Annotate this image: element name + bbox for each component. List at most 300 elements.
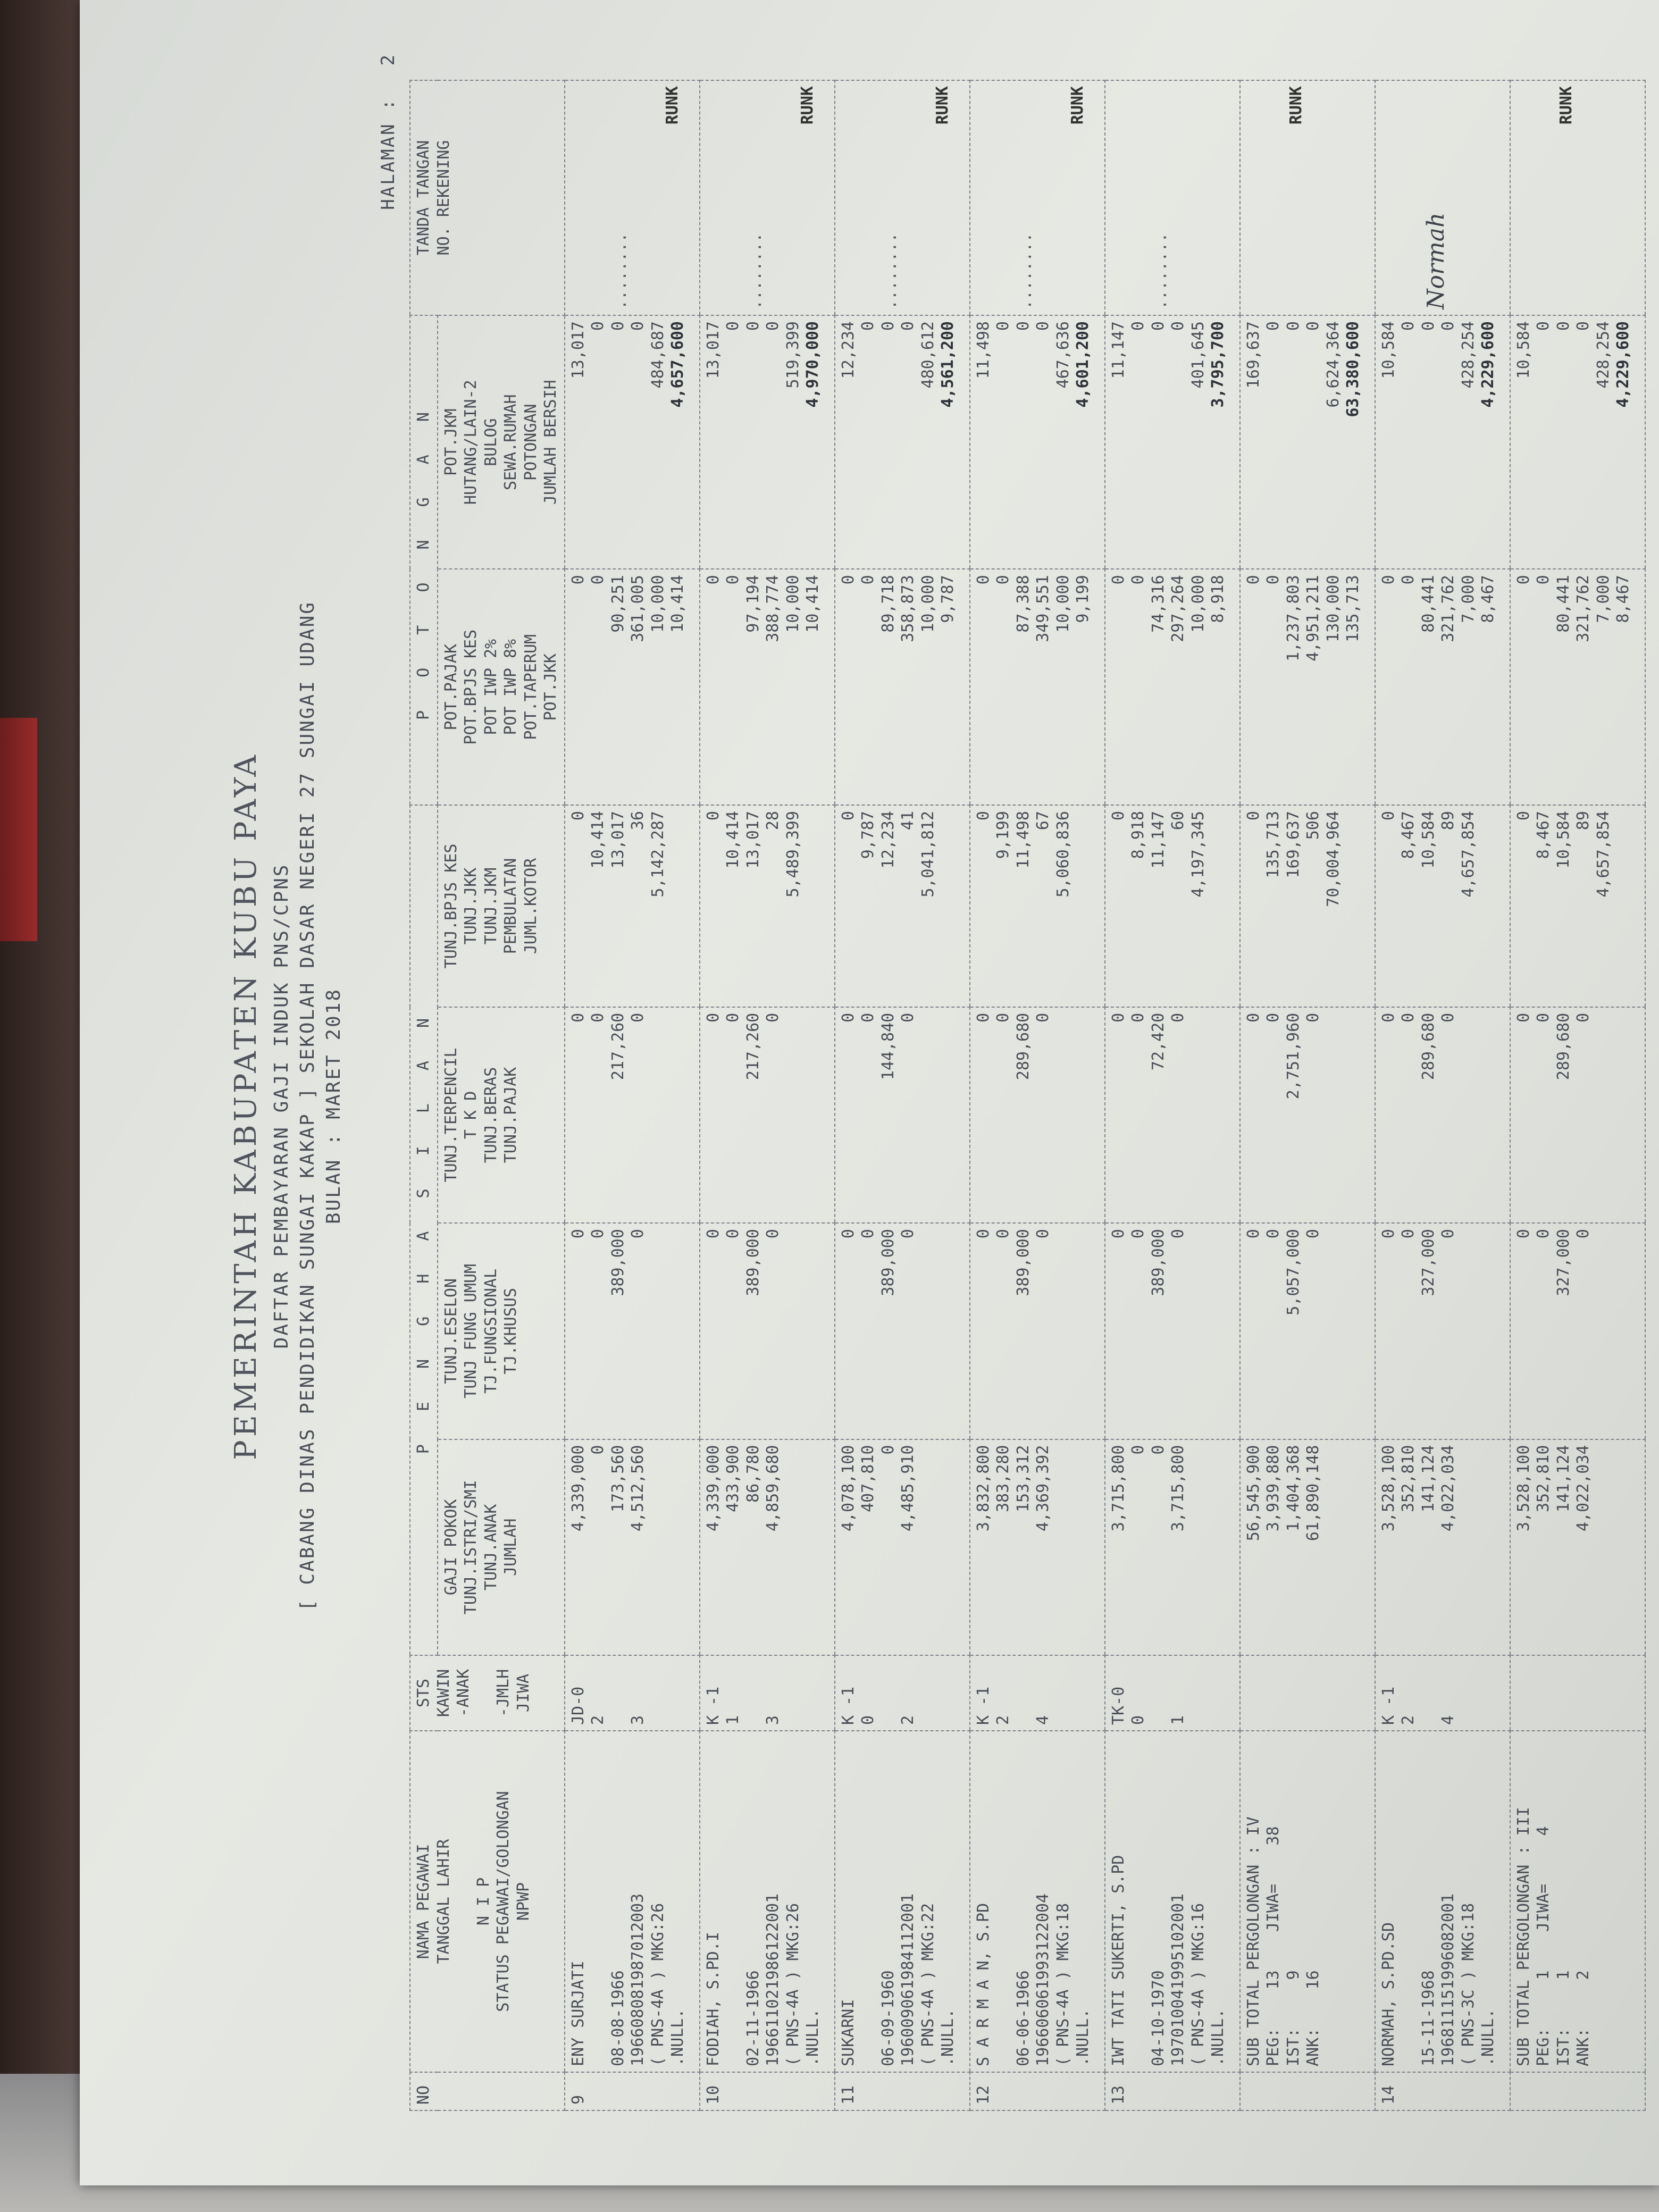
row-number: 12 (970, 2072, 1105, 2110)
col-gaji-line: JUMLAH (501, 1518, 520, 1576)
employee-info (1510, 1731, 1645, 2072)
col-ttd-line: TANDA TANGAN (414, 140, 433, 256)
signature-cell (1240, 80, 1375, 315)
employee-info (565, 1731, 700, 2072)
net-pay-values-line: 0 (1264, 321, 1283, 331)
col-pajak-line: POT IWP 8% (501, 639, 520, 735)
family-status-line: K -1 (974, 1686, 993, 1725)
salary-values-line: 86,780 (743, 1445, 763, 1503)
signature-line: ........ (1151, 232, 1170, 309)
net-pay-values-line: 3,795,700 (1209, 321, 1227, 408)
allowance-values-line: 389,000 (1013, 1229, 1033, 1296)
allowance-values-line: 0 (859, 1229, 877, 1239)
employee-info-line (1128, 1737, 1149, 2066)
employee-info-line: 196606061993122004 (1034, 1893, 1052, 2066)
tax-deduction-values-line: 8,467 (1614, 575, 1632, 623)
family-status (1240, 1655, 1375, 1731)
stamp-mark: RUNK (798, 86, 817, 125)
salary-values-line: 56,545,900 (1244, 1445, 1263, 1541)
bpjs-values-line: 0 (568, 811, 588, 821)
col-sts-line (474, 1661, 494, 1725)
signature-line: Normah (1422, 212, 1449, 309)
desk-background (0, 0, 80, 2212)
tax-deduction-values-line: 90,251 (608, 575, 627, 633)
tax-deduction-values-line: 10,000 (783, 575, 802, 633)
allowance-values-line: 0 (1169, 1229, 1187, 1239)
salary-values-line: 4,485,910 (899, 1445, 917, 1532)
col-bpjs-line: PEMBULATAN (501, 858, 520, 954)
net-pay-values-line: 0 (1304, 321, 1322, 331)
signature-cell (1375, 80, 1510, 315)
tax-deduction-values-line: 0 (1534, 575, 1553, 585)
employee-info-line (723, 1737, 743, 2066)
allowance-values-line: 0 (974, 1229, 993, 1239)
allowance-values (1510, 1223, 1645, 1439)
salary-values-line: 141,124 (1419, 1445, 1438, 1513)
col-bpjs-line: TUNJ.JKK (462, 867, 480, 945)
bpjs-values-line: 89 (1574, 811, 1593, 831)
family-status-line: 2 (994, 1715, 1012, 1725)
salary-values-line: 0 (1149, 1445, 1168, 1455)
salary-values-line: 4,022,034 (1574, 1445, 1593, 1532)
tax-deduction-values-line: 10,000 (648, 575, 667, 633)
remote-allowance-values-line: 0 (1574, 1012, 1593, 1023)
tax-deduction-values (970, 569, 1105, 805)
net-pay-values (1510, 315, 1645, 569)
net-pay-values (565, 315, 700, 569)
net-pay-values-line: 0 (1129, 321, 1147, 331)
salary-values (700, 1439, 835, 1655)
group-potongan: P O T O N G A N (410, 315, 438, 805)
bpjs-values-line: 0 (1379, 811, 1398, 821)
remote-allowance-values-line: 72,420 (1149, 1012, 1168, 1071)
col-no: NO (410, 2072, 565, 2110)
allowance-values-line: 389,000 (743, 1229, 763, 1296)
col-jkm-line: JUMLAH BERSIH (541, 380, 560, 505)
net-pay-values-line: 13,017 (568, 321, 588, 379)
col-eselon-line: TUNJ FUNG UMUM (462, 1263, 480, 1398)
allowance-values-line: 389,000 (608, 1229, 627, 1296)
tax-deduction-values-line: 135,713 (1344, 575, 1362, 642)
tax-deduction-values-line: 4,951,211 (1304, 575, 1322, 661)
family-status-line: 1 (724, 1715, 742, 1725)
employee-info-line: 196608081987012003 (629, 1893, 647, 2066)
allowance-values-line: 389,000 (1149, 1229, 1168, 1296)
employee-info-line: 02-11-1966 (743, 1970, 763, 2066)
signature-line: ........ (746, 232, 765, 309)
family-status-line: 3 (629, 1715, 647, 1725)
tax-deduction-values-line: 8,467 (1479, 575, 1497, 623)
remote-allowance-values-line: 0 (859, 1012, 877, 1023)
bpjs-values-line: 0 (1109, 811, 1128, 821)
net-pay-values-line: 11,147 (1109, 321, 1128, 379)
family-status-line: K -1 (839, 1686, 858, 1725)
col-gaji-line: TUNJ.ANAK (481, 1504, 500, 1591)
allowance-values-line: 0 (1534, 1229, 1553, 1239)
employee-info-line: ( PNS-3C ) MKG:18 (1459, 1903, 1478, 2066)
bpjs-values-line: 5,041,812 (918, 811, 937, 898)
col-terpencil-line: T K D (462, 1091, 480, 1139)
col-sts (410, 1655, 565, 1731)
stamp-mark: RUNK (1068, 86, 1087, 125)
salary-values-line: 1,404,368 (1284, 1445, 1303, 1532)
remote-allowance-values-line: 0 (568, 1012, 588, 1023)
net-pay-values-line: 4,229,600 (1479, 321, 1497, 408)
employee-info-line: ( PNS-4A ) MKG:26 (783, 1903, 802, 2066)
allowance-values (1105, 1223, 1240, 1439)
col-sts-line: JIWA (514, 1673, 533, 1713)
tax-deduction-values-line: 297,264 (1169, 575, 1187, 642)
family-status-line (1573, 1661, 1594, 1725)
net-pay-values-line: 10,584 (1379, 321, 1398, 379)
allowance-values-line: 0 (1109, 1229, 1128, 1239)
tax-deduction-values-line: 0 (1514, 575, 1533, 585)
remote-allowance-values-line: 289,680 (1419, 1012, 1438, 1080)
net-pay-values-line: 467,636 (1053, 321, 1073, 389)
row-number (1240, 2072, 1375, 2110)
family-status-line (608, 1661, 629, 1725)
bpjs-values-line: 13,017 (608, 811, 627, 869)
family-status (565, 1655, 700, 1731)
family-status-line: TK-0 (1109, 1686, 1128, 1725)
col-sts-line: STS (414, 1678, 433, 1708)
net-pay-values-line: 0 (608, 321, 627, 331)
tax-deduction-values-line: 7,000 (1594, 575, 1613, 623)
salary-values-line: 3,715,800 (1109, 1445, 1128, 1532)
employee-info-line: SUB TOTAL PERGOLONGAN : IV (1244, 1816, 1263, 2066)
remote-allowance-values-line: 0 (1514, 1012, 1533, 1023)
family-status-line: 2 (1399, 1715, 1418, 1725)
row-number: 11 (835, 2072, 970, 2110)
salary-values-line: 3,528,100 (1379, 1445, 1398, 1532)
stamp-mark: RUNK (933, 86, 952, 125)
allowance-values-line: 0 (703, 1229, 723, 1239)
signature-line: ........ (1016, 232, 1035, 309)
tax-deduction-values-line: 321,762 (1574, 575, 1593, 642)
allowance-values-line: 0 (568, 1229, 588, 1239)
bpjs-values (835, 805, 970, 1007)
employee-info-line: FODIAH, S.PD.I (703, 1932, 723, 2066)
net-pay-values (1375, 315, 1510, 569)
allowance-values-line: 389,000 (878, 1229, 898, 1296)
remote-allowance-values-line: 2,751,960 (1284, 1012, 1303, 1100)
salary-values (565, 1439, 700, 1655)
salary-values-line: 4,339,000 (703, 1445, 723, 1532)
signature-cell (1510, 80, 1645, 315)
row-number: 14 (1375, 2072, 1510, 2110)
tax-deduction-values-line: 0 (724, 575, 742, 585)
net-pay-values-line: 0 (1034, 321, 1052, 331)
employee-info-line: ( PNS-4A ) MKG:16 (1188, 1903, 1208, 2066)
family-status-line: 3 (764, 1715, 782, 1725)
tax-deduction-values-line: 87,388 (1013, 575, 1033, 633)
table-row (970, 80, 1105, 2110)
bpjs-values-line: 70,004,964 (1323, 811, 1343, 907)
salary-values (970, 1439, 1105, 1655)
employee-info-line: ( PNS-4A ) MKG:26 (648, 1903, 667, 2066)
employee-info-line: .NULL. (1074, 2008, 1092, 2066)
tax-deduction-values-line: 0 (1399, 575, 1418, 585)
employee-info-line: ( PNS-4A ) MKG:18 (1053, 1903, 1073, 2066)
subtotal-row (1510, 80, 1645, 2110)
salary-values-line: 4,022,034 (1439, 1445, 1457, 1532)
salary-values-line: 153,312 (1013, 1445, 1033, 1513)
remote-allowance-values (700, 1007, 835, 1223)
allowance-values (565, 1223, 700, 1439)
group-penghasilan: P E N G H A S I L A N (410, 805, 438, 1655)
employee-info (1105, 1731, 1240, 2072)
bpjs-values-line: 5,489,399 (783, 811, 802, 898)
signature-cell (700, 80, 835, 315)
remote-allowance-values-line: 0 (839, 1012, 858, 1023)
bpjs-values (700, 805, 835, 1007)
employee-info-line (588, 1737, 608, 2066)
net-pay-values (835, 315, 970, 569)
net-pay-values-line: 0 (1574, 321, 1593, 331)
salary-values (1240, 1439, 1375, 1655)
employee-info-line: IWT TATI SUKERTI, S.PD (1109, 1855, 1128, 2066)
allowance-values-line: 0 (1379, 1229, 1398, 1239)
signature-cell (565, 80, 700, 315)
allowance-values-line: 0 (1439, 1229, 1457, 1239)
bpjs-values-line: 10,414 (724, 811, 742, 869)
allowance-values (835, 1223, 970, 1439)
bpjs-values (970, 805, 1105, 1007)
salary-values-line: 4,339,000 (568, 1445, 588, 1532)
allowance-values (1240, 1223, 1375, 1439)
row-number (1510, 2072, 1645, 2110)
employee-info (1240, 1731, 1375, 2072)
tax-deduction-values-line: 8,918 (1209, 575, 1227, 623)
salary-values-line: 4,369,392 (1034, 1445, 1052, 1532)
tax-deduction-values-line: 0 (1379, 575, 1398, 585)
employee-info (835, 1731, 970, 2072)
employee-info-line (858, 1737, 878, 2066)
family-status-line (1263, 1661, 1284, 1725)
net-pay-values-line: 0 (1419, 321, 1438, 331)
net-pay-values-line: 484,687 (648, 321, 667, 389)
bpjs-values-line: 4,657,854 (1459, 811, 1478, 898)
net-pay-values-line: 0 (1284, 321, 1303, 331)
payroll-table (409, 80, 1646, 2111)
row-number: 10 (700, 2072, 835, 2110)
col-bpjs-line: JUML.KOTOR (521, 858, 540, 954)
net-pay-values-line: 0 (1554, 321, 1573, 331)
bpjs-values-line: 28 (764, 811, 782, 831)
tax-deduction-values-line: 89,718 (878, 575, 898, 633)
stamp-mark: RUNK (663, 86, 682, 125)
employee-info-line: IST: 1 (1554, 1970, 1573, 2066)
net-pay-values-line: 0 (1013, 321, 1033, 331)
col-jkm-line: SEWA.RUMAH (501, 394, 520, 490)
employee-info-line: NORMAH, S.PD.SD (1379, 1922, 1398, 2066)
salary-values-line: 352,810 (1399, 1445, 1418, 1513)
bpjs-values-line: 0 (1514, 811, 1533, 821)
page-number: 2 (378, 53, 399, 66)
net-pay-values-line: 0 (859, 321, 877, 331)
allowance-values-line: 0 (839, 1229, 858, 1239)
net-pay-values-line: 0 (743, 321, 763, 331)
remote-allowance-values-line: 0 (1534, 1012, 1553, 1023)
school-unit: [ CABANG DINAS PENDIDIKAN SUNGAI KAKAP ] SEKOLAH DASAR NEGERI 27 SUNGAI UDANG (297, 601, 319, 1611)
tax-deduction-values-line: 0 (859, 575, 877, 585)
col-nama (410, 1731, 565, 2072)
bpjs-values-line: 36 (629, 811, 647, 831)
remote-allowance-values-line: 0 (994, 1012, 1012, 1023)
col-pajak-line: POT IWP 2% (481, 639, 500, 735)
col-pajak-line: POT.JKK (541, 653, 560, 721)
tax-deduction-values-line: 1,237,803 (1284, 575, 1303, 661)
col-bpjs (438, 805, 565, 1007)
allowance-values-line: 0 (1034, 1229, 1052, 1239)
bpjs-values-line: 11,147 (1149, 811, 1168, 869)
employee-info-line: IST: 9 (1284, 1970, 1303, 2066)
family-status-line: K -1 (1379, 1686, 1398, 1725)
row-number: 9 (565, 2072, 700, 2110)
salary-values-line: 4,078,100 (839, 1445, 858, 1532)
tax-deduction-values-line: 388,774 (764, 575, 782, 642)
bpjs-values-line: 10,414 (589, 811, 607, 869)
row-number: 13 (1105, 2072, 1240, 2110)
page-indicator (378, 53, 399, 210)
bpjs-values-line: 13,017 (743, 811, 763, 869)
bpjs-values-line: 5,142,287 (648, 811, 667, 898)
col-bpjs-line: TUNJ.JKM (481, 867, 500, 945)
bpjs-values (1510, 805, 1645, 1007)
bpjs-values-line: 8,467 (1534, 811, 1553, 859)
employee-info-line (1398, 1737, 1419, 2066)
col-gaji-line: TUNJ.ISTRI/SMI (462, 1480, 480, 1615)
tax-deduction-values-line: 0 (568, 575, 588, 585)
employee-info-line (1343, 1737, 1363, 2066)
tax-deduction-values (700, 569, 835, 805)
bpjs-values-line: 169,637 (1284, 811, 1303, 878)
remote-allowance-values-line: 0 (899, 1012, 917, 1023)
family-status-line: 1 (1169, 1715, 1187, 1725)
tax-deduction-values-line: 10,000 (918, 575, 937, 633)
remote-allowance-values-line: 0 (764, 1012, 782, 1023)
remote-allowance-values-line: 0 (1129, 1012, 1147, 1023)
tax-deduction-values-line: 9,199 (1074, 575, 1092, 623)
bpjs-values-line: 89 (1439, 811, 1457, 831)
table-row (700, 80, 835, 2110)
table-row (835, 80, 970, 2110)
allowance-values-line: 0 (1244, 1229, 1263, 1239)
tax-deduction-values-line: 130,000 (1323, 575, 1343, 642)
col-sts-line: KAWIN (434, 1669, 453, 1717)
salary-values-line: 3,528,100 (1514, 1445, 1533, 1532)
remote-allowance-values-line: 0 (1439, 1012, 1457, 1023)
family-status-line (1284, 1661, 1304, 1725)
allowance-values-line: 0 (994, 1229, 1012, 1239)
col-jkm-line: BULOG (481, 418, 500, 466)
tax-deduction-values-line: 0 (839, 575, 858, 585)
tax-deduction-values (1375, 569, 1510, 805)
salary-values-line: 0 (1129, 1445, 1147, 1455)
family-status-line: K -1 (703, 1686, 723, 1725)
employee-info-line: 08-08-1966 (608, 1970, 627, 2066)
net-pay-values-line: 0 (724, 321, 742, 331)
salary-values-line: 61,890,148 (1304, 1445, 1322, 1541)
family-status-line: 4 (1034, 1715, 1052, 1725)
tax-deduction-values-line: 0 (1264, 575, 1283, 585)
page-label: HALAMAN : (378, 97, 399, 210)
tax-deduction-values (1510, 569, 1645, 805)
table-row (1375, 80, 1510, 2110)
family-status (970, 1655, 1105, 1731)
payroll-month: BULAN : MARET 2018 (323, 987, 345, 1225)
allowance-values-line: 0 (899, 1229, 917, 1239)
col-eselon (438, 1223, 565, 1439)
employee-info-line: PEG: 13 JIWA= 38 (1264, 1826, 1283, 2066)
tax-deduction-values-line: 361,005 (629, 575, 647, 642)
family-status-line: 2 (899, 1715, 917, 1725)
employee-info-line: 04-10-1970 (1149, 1970, 1168, 2066)
allowance-values (700, 1223, 835, 1439)
bpjs-values-line: 41 (899, 811, 917, 831)
net-pay-values-line: 0 (899, 321, 917, 331)
signature-cell (970, 80, 1105, 315)
net-pay-values-line: 0 (1399, 321, 1418, 331)
col-eselon-line: TUNJ.ESELON (441, 1278, 460, 1384)
net-pay-values-line: 0 (994, 321, 1012, 331)
tax-deduction-values (565, 569, 700, 805)
allowance-values-line: 0 (1514, 1229, 1533, 1239)
payroll-rows (565, 80, 1645, 2110)
bpjs-values-line: 10,584 (1554, 811, 1573, 869)
remote-allowance-values-line: 0 (703, 1012, 723, 1023)
col-jkm-line: HUTANG/LAIN-2 (462, 380, 480, 505)
employee-info-line (993, 1737, 1013, 2066)
tax-deduction-values-line: 0 (1109, 575, 1128, 585)
col-terpencil-line: TUNJ.TERPENCIL (441, 1048, 460, 1183)
allowance-values (1375, 1223, 1510, 1439)
family-status-line (878, 1661, 899, 1725)
tax-deduction-values-line: 0 (589, 575, 607, 585)
remote-allowance-values-line: 0 (1264, 1012, 1283, 1023)
bpjs-values-line: 8,918 (1129, 811, 1147, 859)
allowance-values-line: 0 (1129, 1229, 1147, 1239)
col-sts-line: -ANAK (454, 1669, 473, 1717)
col-terpencil-line: TUNJ.PAJAK (501, 1067, 520, 1163)
col-terpencil (438, 1007, 565, 1223)
col-pajak (438, 569, 565, 805)
tax-deduction-values-line: 358,873 (899, 575, 917, 642)
net-pay-values-line: 4,601,200 (1074, 321, 1092, 408)
remote-allowance-values-line: 0 (1109, 1012, 1128, 1023)
col-terpencil-line: TUNJ.BERAS (481, 1067, 500, 1163)
employee-info-line: ENY SURJATI (568, 1960, 588, 2066)
family-status-line (1419, 1661, 1439, 1725)
tax-deduction-values-line: 349,551 (1034, 575, 1052, 642)
remote-allowance-values-line: 217,260 (743, 1012, 763, 1080)
bpjs-values-line: 60 (1169, 811, 1187, 831)
family-status-line: 0 (859, 1715, 877, 1725)
tax-deduction-values-line: 80,441 (1419, 575, 1438, 633)
bpjs-values-line: 10,584 (1419, 811, 1438, 869)
net-pay-values-line: 0 (1149, 321, 1168, 331)
employee-info-line: S A R M A N, S.PD (974, 1903, 993, 2066)
tax-deduction-values-line: 0 (1244, 575, 1263, 585)
bpjs-values-line: 0 (839, 811, 858, 821)
salary-values-line: 141,124 (1554, 1445, 1573, 1513)
bpjs-values-line: 9,787 (859, 811, 877, 859)
desk-red-object (0, 718, 37, 941)
bpjs-values-line: 0 (974, 811, 993, 821)
net-pay-values-line: 4,229,600 (1614, 321, 1632, 408)
net-pay-values-line: 0 (1169, 321, 1187, 331)
salary-values-line: 433,900 (724, 1445, 742, 1513)
